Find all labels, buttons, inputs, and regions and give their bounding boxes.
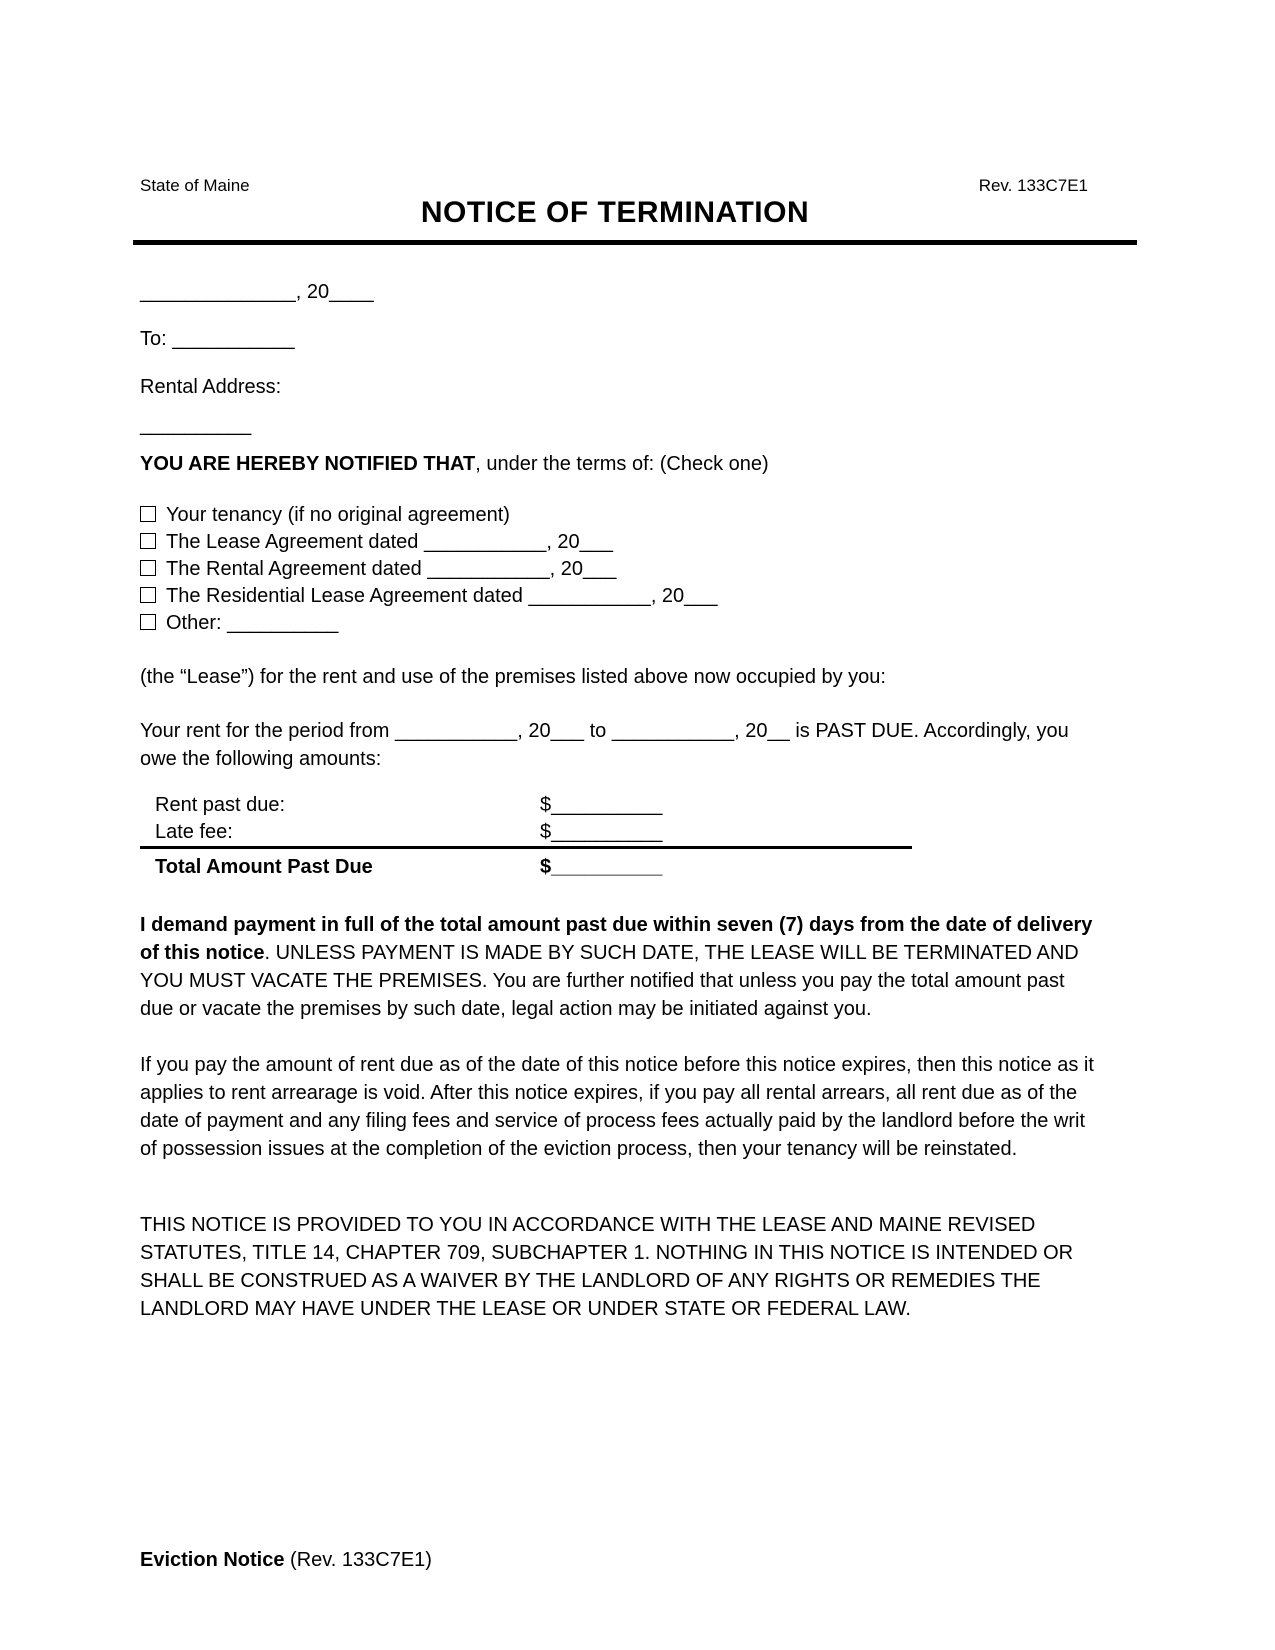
footer-revision: (Rev. 133C7E1) <box>284 1549 432 1571</box>
checkbox-option-other <box>140 610 1095 637</box>
document-header <box>140 175 1088 197</box>
amount-row-late-fee <box>0 818 1275 846</box>
checkbox-option-label: Other: __________ <box>166 612 339 634</box>
checkbox-option-label: The Residential Lease Agreement dated ___________, 20___ <box>166 585 718 607</box>
amount-row-value: $__________ <box>540 821 663 843</box>
demand-paragraph <box>140 911 1098 1023</box>
notified-statement <box>140 450 1095 478</box>
notified-statement-bold: YOU ARE HEREBY NOTIFIED THAT <box>140 453 476 475</box>
checkbox-option-rental-agreement <box>140 556 1095 583</box>
amount-row-rent <box>0 791 1275 819</box>
amount-total-label: Total Amount Past Due <box>155 856 373 878</box>
title-divider <box>133 240 1137 245</box>
demand-paragraph-rest: . UNLESS PAYMENT IS MADE BY SUCH DATE, THE LEASE WILL BE TERMINATED AND YOU MUST VACATE THE PREMISES. You are further notified that unless you pay the total amount past due or vacate the premises by such date, legal action may be initiated against you. <box>140 942 1079 1020</box>
checkbox-option-label: The Lease Agreement dated ___________, 20___ <box>166 531 614 553</box>
amount-total-value: $__________ <box>540 856 663 878</box>
revision-label: Rev. 133C7E1 <box>978 176 1088 195</box>
checkbox-icon[interactable] <box>140 614 156 630</box>
amount-row-value: $__________ <box>540 794 663 816</box>
checkbox-option-label: The Rental Agreement dated ___________, 20___ <box>166 558 617 580</box>
rent-past-due-paragraph: Your rent for the period from ___________, 20___ to ___________, 20__ is PAST DUE. Accordingly, you owe the following amounts: <box>140 720 1069 770</box>
rental-address-blank: __________ <box>140 414 252 436</box>
checkbox-icon[interactable] <box>140 560 156 576</box>
amount-row-label: Late fee: <box>155 821 233 843</box>
payment-void-paragraph: If you pay the amount of rent due as of the date of this notice before this notice expires, then this notice as it applies to rent arrearage is void. After this notice expires, if you pay all rental arrears, all rent due as of the date of payment and any filing fees and service of process fees actually paid by the landlord before the writ of possession issues at the completion of the eviction process, then your tenancy will be reinstated. <box>140 1054 1094 1160</box>
amount-row-label: Rent past due: <box>155 794 286 816</box>
checkbox-option-tenancy <box>140 502 1095 529</box>
demand-paragraph-bold: I demand payment in full of the total amount past due within seven (7) days from the date of delivery of this notice <box>140 914 1093 964</box>
date-blank-line: ______________, 20____ <box>140 281 374 303</box>
page-title: NOTICE OF TERMINATION <box>420 196 810 229</box>
notified-statement-rest: , under the terms of: (Check one) <box>475 453 769 475</box>
to-line: To: ___________ <box>140 328 295 350</box>
statute-paragraph: THIS NOTICE IS PROVIDED TO YOU IN ACCORDANCE WITH THE LEASE AND MAINE REVISED STATUTES, TITLE 14, CHAPTER 709, SUBCHAPTER 1. NOTHING IN THIS NOTICE IS INTENDED OR SHALL BE CONSTRUED AS A WAIVER BY THE LANDLORD OF ANY RIGHTS OR REMEDIES THE LANDLORD MAY HAVE UNDER THE LEASE OR UNDER STATE OR FEDERAL LAW. <box>140 1214 1074 1320</box>
agreement-checklist <box>140 502 1095 637</box>
footer-title: Eviction Notice <box>140 1549 285 1571</box>
checkbox-icon[interactable] <box>140 587 156 603</box>
document-footer <box>140 1546 1098 1574</box>
checkbox-option-residential-lease <box>140 583 1095 610</box>
checkbox-option-label: Your tenancy (if no original agreement) <box>166 504 510 526</box>
amount-row-total <box>0 853 1275 881</box>
checkbox-option-lease-agreement <box>140 529 1095 556</box>
amounts-divider <box>140 846 912 849</box>
rental-address-label: Rental Address: <box>140 376 282 398</box>
lease-paragraph: (the “Lease”) for the rent and use of the premises listed above now occupied by you: <box>140 666 886 688</box>
checkbox-icon[interactable] <box>140 506 156 522</box>
state-label: State of Maine <box>140 176 250 195</box>
checkbox-icon[interactable] <box>140 533 156 549</box>
